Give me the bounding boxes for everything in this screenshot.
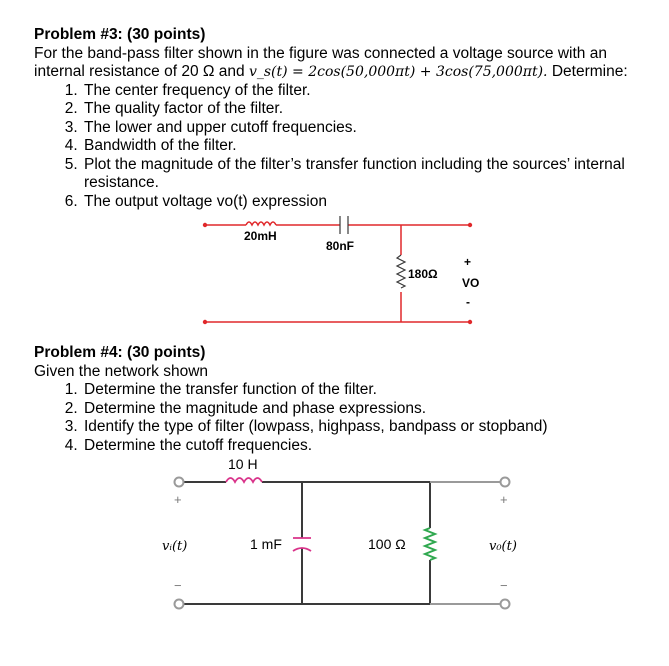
output-plus-sign: +	[500, 492, 508, 507]
problem-4	[34, 344, 662, 455]
list-item: 2. Determine the magnitude and phase expressions.	[82, 400, 662, 419]
capacitor-label: 80nF	[326, 239, 355, 253]
output-terminal	[501, 478, 510, 487]
inductor-coil	[226, 478, 262, 482]
list-item: 1. Determine the transfer function of the filter.	[82, 381, 662, 400]
problem-3-intro	[34, 45, 662, 82]
problem-4-title: Problem #4: (30 points)	[34, 344, 206, 361]
capacitor-label: 1 mF	[250, 536, 282, 552]
list-item: 4. Determine the cutoff frequencies.	[82, 437, 662, 456]
terminal	[203, 320, 207, 324]
inductor-label: 20mH	[244, 229, 277, 243]
inductor-label: 10 H	[228, 456, 258, 472]
input-voltage-label: vᵢ(t)	[162, 539, 188, 554]
list-item: 3. The lower and upper cutoff frequencies.	[82, 119, 662, 138]
output-minus-sign: −	[500, 578, 508, 593]
problem-3-list	[34, 82, 662, 212]
list-item: 3. Identify the type of filter (lowpass, highpass, bandpass or stopband)	[82, 418, 662, 437]
problem-3-determine: Determine:	[551, 63, 628, 80]
list-item: 5. Plot the magnitude of the filter’s transfer function including the sources’ internal resistance.	[82, 156, 662, 193]
terminal	[468, 320, 472, 324]
output-plus-sign: +	[464, 255, 472, 269]
input-terminal	[175, 600, 184, 609]
resistor-zigzag	[397, 255, 405, 288]
terminal	[203, 223, 207, 227]
list-item: 6. The output voltage vo(t) expression	[82, 193, 662, 212]
problem-3-title: Problem #3: (30 points)	[34, 26, 206, 43]
problem-3-intro-text: For the band-pass filter shown in the figure was connected a voltage source with an internal resistance of 20 Ω and	[34, 44, 607, 80]
output-voltage-label: v₀(t)	[489, 539, 517, 554]
list-item: 1. The center frequency of the filter.	[82, 82, 662, 101]
list-item: 4. Bandwidth of the filter.	[82, 137, 662, 156]
inductor-coil	[246, 222, 276, 225]
problem-4-list	[34, 381, 662, 455]
input-plus-sign: +	[174, 492, 182, 507]
list-item: 2. The quality factor of the filter.	[82, 100, 662, 119]
terminal	[468, 223, 472, 227]
source-voltage-expression: v_s(t) = 2cos(50,000πt) + 3cos(75,000πt).	[248, 64, 548, 80]
resistor-label: 180Ω	[408, 267, 438, 281]
problem-4-intro: Given the network shown	[34, 362, 209, 380]
input-minus-sign: −	[174, 578, 182, 593]
output-terminal	[501, 600, 510, 609]
problem-3	[34, 26, 662, 211]
output-voltage-label: VO	[462, 276, 480, 290]
resistor-label: 100 Ω	[368, 536, 406, 552]
capacitor-plate	[293, 548, 311, 551]
resistor-zigzag	[425, 528, 435, 560]
input-terminal	[175, 478, 184, 487]
output-minus-sign: -	[466, 295, 470, 309]
